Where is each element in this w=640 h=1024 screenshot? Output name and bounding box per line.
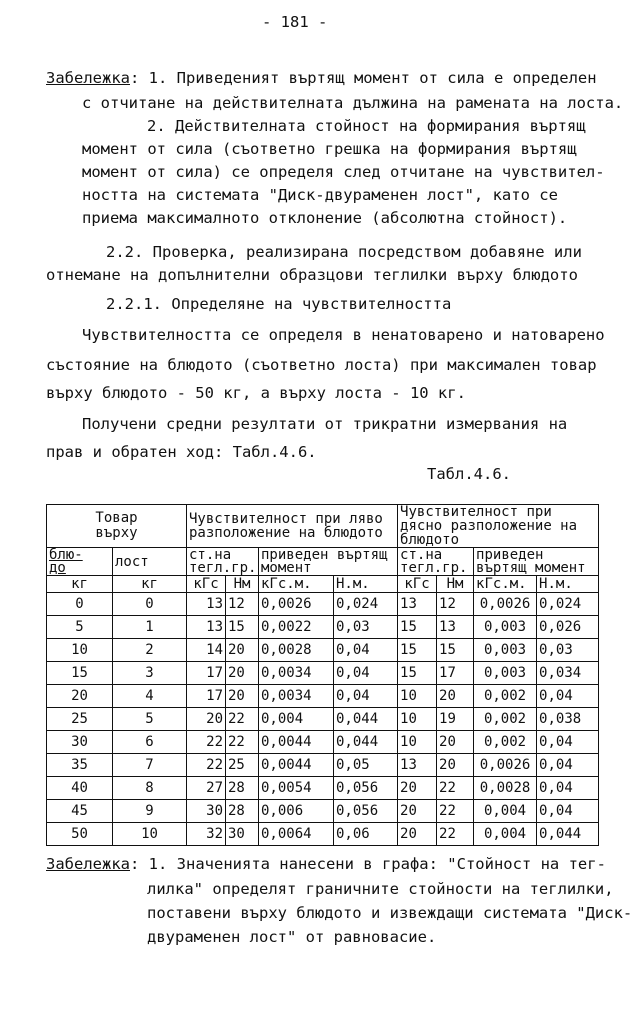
unit-left-kgs: кГс — [187, 576, 226, 593]
cell-left-weights-nm: 20 — [226, 662, 259, 685]
cell-right-moment-nm: 0,04 — [537, 777, 599, 800]
left-weights-header: ст.на тегл.гр. — [187, 548, 259, 576]
lever-header: лост — [113, 548, 187, 576]
table-row — [47, 662, 599, 685]
cell-right-moment-nm: 0,038 — [537, 708, 599, 731]
unit-left-nm2: Н.м. — [334, 576, 398, 593]
cell-plate-load: 50 — [47, 823, 113, 846]
cell-right-moment-kgsm: 0,003 — [474, 639, 537, 662]
cell-right-weights-nm: 22 — [437, 800, 474, 823]
cell-right-weights-kgs: 15 — [398, 662, 437, 685]
cell-left-moment-nm: 0,056 — [334, 777, 398, 800]
table-row — [47, 754, 599, 777]
table-row — [47, 823, 599, 846]
note2-line-4: двураменен лост" от равновасие. — [147, 928, 437, 946]
body-line-1: Чувствителността се определя в ненатоварено и натоварено — [82, 326, 605, 344]
cell-lever-load: 7 — [113, 754, 187, 777]
cell-right-moment-kgsm: 0,002 — [474, 708, 537, 731]
cell-right-weights-nm: 22 — [437, 777, 474, 800]
cell-left-weights-nm: 12 — [226, 593, 259, 616]
unit-right-nm2: Н.м. — [537, 576, 599, 593]
cell-left-weights-nm: 15 — [226, 616, 259, 639]
cell-plate-load: 0 — [47, 593, 113, 616]
left-group-header: Чувствителност при ляво разположение на блюдото — [187, 505, 398, 548]
cell-left-weights-kgs: 22 — [187, 731, 226, 754]
cell-left-weights-kgs: 27 — [187, 777, 226, 800]
cell-plate-load: 20 — [47, 685, 113, 708]
cell-right-weights-kgs: 10 — [398, 708, 437, 731]
cell-plate-load: 10 — [47, 639, 113, 662]
cell-right-moment-kgsm: 0,0026 — [474, 754, 537, 777]
cell-right-moment-kgsm: 0,002 — [474, 731, 537, 754]
cell-right-moment-kgsm: 0,004 — [474, 800, 537, 823]
cell-right-weights-kgs: 15 — [398, 639, 437, 662]
cell-left-moment-kgsm: 0,0026 — [259, 593, 334, 616]
note1-line-1: Забележка: 1. Приведеният въртящ момент от сила е определен — [46, 69, 597, 87]
note2-line-1: Забележка: 1. Значенията нанесени в графа: "Стойност на тег- — [46, 855, 606, 873]
note1-line-3: 2. Действителната стойност на формирания въртящ — [147, 117, 586, 135]
note2-line-3: поставени върху блюдото и извеждащи системата "Диск- — [147, 904, 633, 922]
cell-right-moment-kgsm: 0,003 — [474, 662, 537, 685]
cell-lever-load: 3 — [113, 662, 187, 685]
cell-left-weights-kgs: 30 — [187, 800, 226, 823]
cell-left-weights-nm: 25 — [226, 754, 259, 777]
cell-right-moment-kgsm: 0,004 — [474, 823, 537, 846]
table-row — [47, 800, 599, 823]
cell-plate-load: 30 — [47, 731, 113, 754]
cell-right-moment-nm: 0,024 — [537, 593, 599, 616]
cell-left-moment-nm: 0,044 — [334, 731, 398, 754]
note2-label: Забележка — [46, 855, 130, 873]
cell-right-moment-nm: 0,04 — [537, 800, 599, 823]
cell-right-weights-nm: 20 — [437, 685, 474, 708]
results-line-1: Получени средни резултати от трикратни измервания на — [82, 415, 568, 433]
cell-right-weights-nm: 12 — [437, 593, 474, 616]
cell-right-weights-nm: 20 — [437, 754, 474, 777]
note1-line-2: с отчитане на действителната дължина на рамената на лоста. — [82, 94, 624, 112]
cell-left-weights-nm: 22 — [226, 731, 259, 754]
unit-plate: кг — [47, 576, 113, 593]
cell-plate-load: 5 — [47, 616, 113, 639]
cell-left-weights-kgs: 22 — [187, 754, 226, 777]
cell-right-weights-nm: 17 — [437, 662, 474, 685]
cell-left-moment-kgsm: 0,0044 — [259, 731, 334, 754]
note1-line-7: приема максималното отклонение (абсолютна стойност). — [82, 209, 568, 227]
cell-right-moment-kgsm: 0,0028 — [474, 777, 537, 800]
note2-line-2: лилка" определят граничните стойности на теглилки, — [147, 880, 614, 898]
cell-left-moment-kgsm: 0,0044 — [259, 754, 334, 777]
cell-right-weights-kgs: 20 — [398, 823, 437, 846]
cell-plate-load: 35 — [47, 754, 113, 777]
cell-left-weights-kgs: 17 — [187, 662, 226, 685]
cell-lever-load: 2 — [113, 639, 187, 662]
cell-lever-load: 4 — [113, 685, 187, 708]
unit-right-nm: Нм — [437, 576, 474, 593]
note1-line-5: момент от сила) се определя след отчитане на чувствител- — [82, 163, 605, 181]
body-line-3: върху блюдото - 50 кг, а върху лоста - 10 кг. — [46, 384, 466, 402]
cell-left-weights-kgs: 13 — [187, 616, 226, 639]
cell-left-weights-kgs: 20 — [187, 708, 226, 731]
left-moment-header: приведен въртящ момент — [259, 548, 398, 576]
cell-right-moment-kgsm: 0,0026 — [474, 593, 537, 616]
sensitivity-table — [46, 504, 599, 846]
cell-right-weights-kgs: 15 — [398, 616, 437, 639]
cell-left-weights-nm: 30 — [226, 823, 259, 846]
cell-right-weights-kgs: 10 — [398, 731, 437, 754]
cell-lever-load: 10 — [113, 823, 187, 846]
cell-left-weights-nm: 20 — [226, 639, 259, 662]
unit-left-nm: Нм — [226, 576, 259, 593]
cell-lever-load: 8 — [113, 777, 187, 800]
cell-left-moment-kgsm: 0,0034 — [259, 685, 334, 708]
table-row — [47, 685, 599, 708]
cell-right-weights-nm: 22 — [437, 823, 474, 846]
right-weights-header: ст.на тегл.гр. — [398, 548, 474, 576]
cell-left-weights-nm: 28 — [226, 777, 259, 800]
table-row — [47, 639, 599, 662]
note1-line-6: ността на системата "Диск-двураменен лост", като се — [82, 186, 558, 204]
cell-right-moment-nm: 0,04 — [537, 754, 599, 777]
cell-left-moment-kgsm: 0,004 — [259, 708, 334, 731]
cell-left-weights-kgs: 32 — [187, 823, 226, 846]
cell-plate-load: 40 — [47, 777, 113, 800]
plate-header: блю-до — [47, 548, 113, 576]
cell-right-weights-nm: 19 — [437, 708, 474, 731]
cell-left-moment-nm: 0,024 — [334, 593, 398, 616]
cell-left-weights-kgs: 17 — [187, 685, 226, 708]
cell-right-weights-nm: 15 — [437, 639, 474, 662]
cell-plate-load: 25 — [47, 708, 113, 731]
section-2-2-line-1: 2.2. Проверка, реализирана посредством добавяне или — [106, 243, 582, 261]
unit-left-kgsm: кГс.м. — [259, 576, 334, 593]
cell-left-moment-kgsm: 0,0022 — [259, 616, 334, 639]
cell-left-weights-nm: 22 — [226, 708, 259, 731]
cell-left-moment-kgsm: 0,0028 — [259, 639, 334, 662]
table-row — [47, 593, 599, 616]
cell-left-weights-kgs: 13 — [187, 593, 226, 616]
cell-right-weights-kgs: 10 — [398, 685, 437, 708]
cell-right-moment-kgsm: 0,003 — [474, 616, 537, 639]
cell-left-moment-nm: 0,06 — [334, 823, 398, 846]
load-header: Товар върху — [47, 505, 187, 548]
table-row — [47, 708, 599, 731]
results-line-2: прав и обратен ход: Табл.4.6. — [46, 443, 317, 461]
note1-line-4: момент от сила (съответно грешка на формирания въртящ — [82, 140, 577, 158]
cell-left-moment-nm: 0,04 — [334, 685, 398, 708]
table-row — [47, 777, 599, 800]
cell-left-moment-kgsm: 0,0064 — [259, 823, 334, 846]
table-caption: Табл.4.6. — [427, 465, 511, 483]
cell-left-weights-kgs: 14 — [187, 639, 226, 662]
cell-left-moment-nm: 0,044 — [334, 708, 398, 731]
cell-lever-load: 6 — [113, 731, 187, 754]
cell-left-moment-nm: 0,04 — [334, 639, 398, 662]
cell-lever-load: 5 — [113, 708, 187, 731]
cell-left-moment-kgsm: 0,006 — [259, 800, 334, 823]
cell-left-moment-nm: 0,04 — [334, 662, 398, 685]
unit-lever: кг — [113, 576, 187, 593]
cell-left-moment-kgsm: 0,0054 — [259, 777, 334, 800]
cell-right-moment-kgsm: 0,002 — [474, 685, 537, 708]
cell-right-weights-nm: 13 — [437, 616, 474, 639]
cell-right-moment-nm: 0,044 — [537, 823, 599, 846]
unit-right-kgsm: кГс.м. — [474, 576, 537, 593]
page-number: - 181 - — [262, 13, 328, 31]
section-2-2-1-heading: 2.2.1. Определяне на чувствителността — [106, 295, 452, 313]
cell-lever-load: 1 — [113, 616, 187, 639]
cell-left-weights-nm: 20 — [226, 685, 259, 708]
cell-left-weights-nm: 28 — [226, 800, 259, 823]
cell-left-moment-nm: 0,056 — [334, 800, 398, 823]
right-group-header: Чувствителност при дясно разположение на блюдото — [398, 505, 599, 548]
note1-label: Забележка — [46, 69, 130, 87]
cell-left-moment-kgsm: 0,0034 — [259, 662, 334, 685]
cell-right-weights-kgs: 13 — [398, 593, 437, 616]
cell-lever-load: 0 — [113, 593, 187, 616]
cell-right-moment-nm: 0,026 — [537, 616, 599, 639]
cell-left-moment-nm: 0,05 — [334, 754, 398, 777]
cell-right-moment-nm: 0,03 — [537, 639, 599, 662]
cell-right-weights-nm: 20 — [437, 731, 474, 754]
section-2-2-line-2: отнемане на допълнителни образцови теглилки върху блюдото — [46, 266, 578, 284]
cell-right-weights-kgs: 13 — [398, 754, 437, 777]
unit-right-kgs: кГс — [398, 576, 437, 593]
cell-left-moment-nm: 0,03 — [334, 616, 398, 639]
right-moment-header: приведен въртящ момент — [474, 548, 599, 576]
cell-plate-load: 45 — [47, 800, 113, 823]
cell-right-moment-nm: 0,04 — [537, 731, 599, 754]
table-row — [47, 616, 599, 639]
cell-plate-load: 15 — [47, 662, 113, 685]
cell-right-weights-kgs: 20 — [398, 800, 437, 823]
table-row — [47, 731, 599, 754]
cell-lever-load: 9 — [113, 800, 187, 823]
body-line-2: състояние на блюдото (съответно лоста) при максимален товар — [46, 356, 597, 374]
cell-right-moment-nm: 0,04 — [537, 685, 599, 708]
cell-right-moment-nm: 0,034 — [537, 662, 599, 685]
cell-right-weights-kgs: 20 — [398, 777, 437, 800]
